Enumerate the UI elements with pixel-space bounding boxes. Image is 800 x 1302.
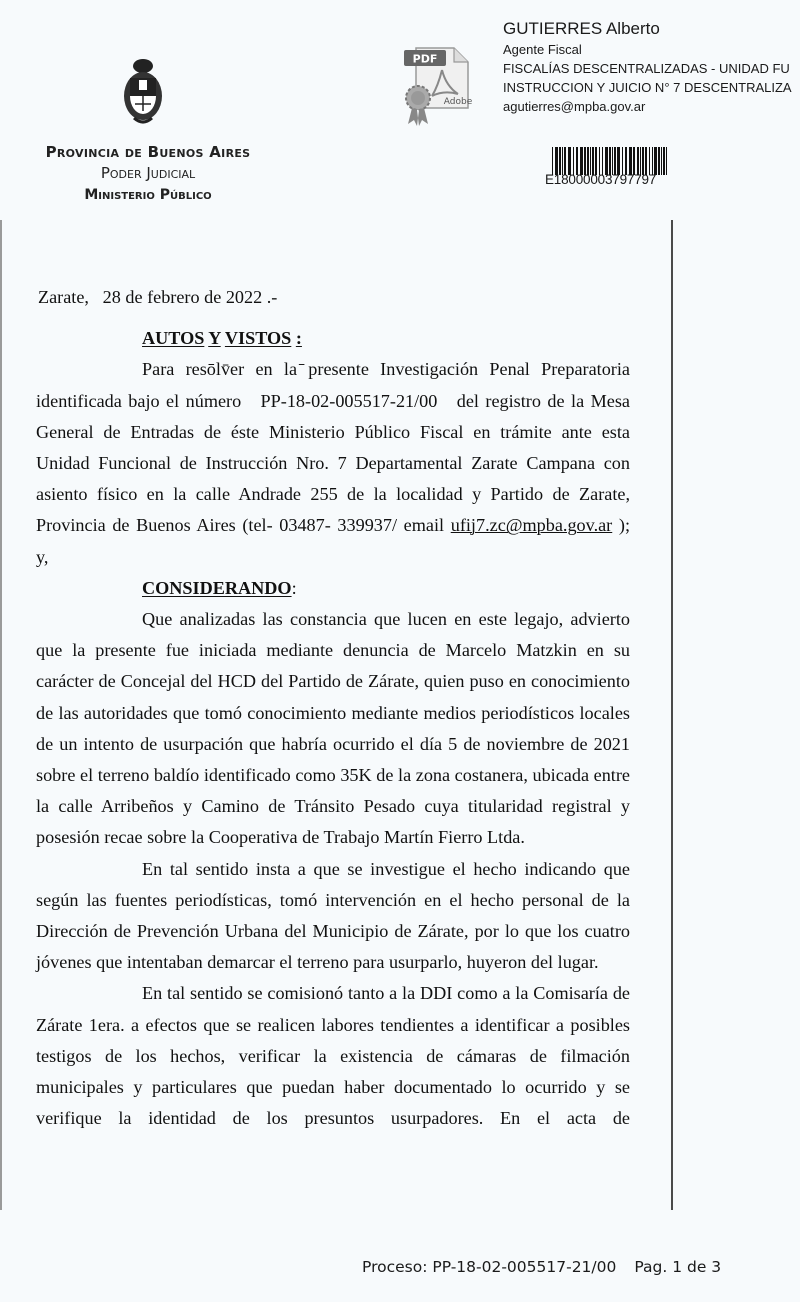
page-footer <box>362 1258 721 1276</box>
paragraph-line: Unidad Funcional de Instrucción Nro. 7 Departamental Zarate Campana con <box>36 453 630 474</box>
barcode-bar <box>649 147 650 175</box>
barcode-bar <box>568 147 571 175</box>
page-border-right <box>671 220 673 1210</box>
barcode-bar <box>580 147 583 175</box>
barcode-bar <box>590 147 591 175</box>
barcode-bar <box>637 147 639 175</box>
text-span: Provincia de Buenos Aires (tel- 03487- 339937/ email <box>36 515 451 536</box>
barcode-bar <box>629 147 632 175</box>
barcode-bar <box>562 147 563 175</box>
barcode-bar <box>592 147 594 175</box>
signer-name: GUTIERRES Alberto <box>503 19 660 38</box>
barcode-bar <box>652 147 653 175</box>
date-line: Zarate, 28 de febrero de 2022 .- <box>38 287 278 307</box>
barcode-bar <box>602 147 603 175</box>
barcode-bar <box>595 147 597 175</box>
paragraph-line: Para resōlv̄er en la ̄presente Investigación Penal Preparatoria <box>142 359 630 380</box>
barcode-bar <box>559 147 561 175</box>
paragraph-line: identificada bajo el número PP-18-02-005517-21/00 del registro de la Mesa <box>36 390 630 411</box>
organization-header <box>0 142 296 206</box>
barcode-bar <box>658 147 660 175</box>
barcode-bar <box>612 147 613 175</box>
barcode-bar <box>654 147 657 175</box>
text-span: ); <box>612 515 630 536</box>
signer-block <box>503 18 792 116</box>
barcode-bar <box>645 147 647 175</box>
barcode-bar <box>587 147 589 175</box>
barcode-bar <box>609 147 611 175</box>
heading-considerando <box>142 573 630 604</box>
org-ministry: Ministerio Público <box>84 187 212 203</box>
heading-autos-y-vistos <box>142 323 630 354</box>
document-body <box>36 282 630 1134</box>
barcode-number: E18000003797797 <box>545 172 657 187</box>
signer-unit-line-2: INSTRUCCION Y JUICIO N° 7 DESCENTRALIZA <box>503 80 792 95</box>
adobe-label: Adobe <box>443 97 473 107</box>
heading-word: AUTOS <box>142 328 205 349</box>
pdf-signature-icon <box>402 42 476 128</box>
page-border-left <box>0 220 2 1210</box>
barcode-bar <box>666 147 667 175</box>
barcode-bar <box>584 147 586 175</box>
footer-proceso: Proceso: PP-18-02-005517-21/00 <box>362 1258 617 1276</box>
barcode <box>552 147 667 175</box>
paragraph-line <box>36 510 630 541</box>
barcode-bar <box>552 147 553 175</box>
barcode-bar <box>633 147 635 175</box>
signer-unit-line-1: FISCALÍAS DESCENTRALIZADAS - UNIDAD FU <box>503 61 790 76</box>
barcode-bar <box>622 147 623 175</box>
paragraph-considerando-1: Que analizadas las constancia que lucen en este legajo, advierto que la presente fue iniciada mediante denuncia de Marcelo Matzkin en su carácter de Concejal del HCD del Partido de Zárate, quien puso en conocimiento de las autoridades que tomó conocimiento mediante medios periodísticos locales de un intento de usurpación que habría ocurrido el día 5 de noviembre de 2021 sobre el terreno baldío identificado como 35K de la zona costanera, ubicada entre la calle Arribeños y Camino de Tránsito Pesado cuya titularidad registral y posesión recae sobre la Cooperativa de Trabajo Martín Fierro Ltda. <box>36 609 630 848</box>
heading-word: CONSIDERANDO <box>142 577 292 598</box>
barcode-bar <box>599 147 600 175</box>
barcode-bar <box>614 147 616 175</box>
signer-email: agutierres@mpba.gov.ar <box>503 99 646 114</box>
org-branch: Poder Judicial <box>100 164 196 182</box>
email-link[interactable]: ufij7.zc@mpba.gov.ar <box>450 515 613 536</box>
barcode-bar <box>617 147 620 175</box>
heading-colon: : <box>291 577 297 598</box>
barcode-bar <box>640 147 641 175</box>
paragraph-line: asiento físico en la calle Andrade 255 de la localidad y Partido de Zarate, <box>36 484 630 505</box>
autos-paragraph <box>36 354 630 572</box>
paragraph-considerando-3: En tal sentido se comisionó tanto a la DDI como a la Comisaría de Zárate 1era. a efectos que se realicen labores tendientes a identificar a posibles testigos de los hechos, verificar la existencia de cámaras de filmación municipales y particulares que puedan haber documentado lo ocurrido y se verifique la identidad de los presuntos usurpadores. En el acta de <box>36 983 630 1129</box>
signer-role: Agente Fiscal <box>503 42 582 57</box>
barcode-bar <box>661 147 662 175</box>
barcode-bar <box>576 147 578 175</box>
barcode-bar <box>573 147 574 175</box>
heading-word: VISTOS <box>224 328 292 349</box>
barcode-bar <box>642 147 644 175</box>
barcode-bar <box>663 147 665 175</box>
paragraph-line: General de Entradas de éste Ministerio Público Fiscal en trámite ante esta <box>36 421 630 442</box>
barcode-bar <box>555 147 558 175</box>
footer-page-number: Pag. 1 de 3 <box>634 1258 722 1276</box>
paragraph-considerando-2: En tal sentido insta a que se investigue el hecho indicando que según las fuentes periodísticas, tomó intervención en el hecho personal de la Dirección de Prevención Urbana del Municipio de Zárate, por lo que los cuatro jóvenes que intentaban demarcar el terreno para usurparlo, huyeron del lugar. <box>36 858 630 973</box>
barcode-bar <box>605 147 608 175</box>
heading-word: Y <box>208 328 221 349</box>
coat-of-arms-icon <box>120 56 166 128</box>
barcode-bar <box>564 147 566 175</box>
org-province: Provincia de Buenos Aires <box>45 143 251 161</box>
barcode-bar <box>625 147 627 175</box>
pdf-label: PDF <box>412 52 438 66</box>
paragraph-line: y, <box>36 546 49 567</box>
heading-colon: : <box>295 328 302 349</box>
